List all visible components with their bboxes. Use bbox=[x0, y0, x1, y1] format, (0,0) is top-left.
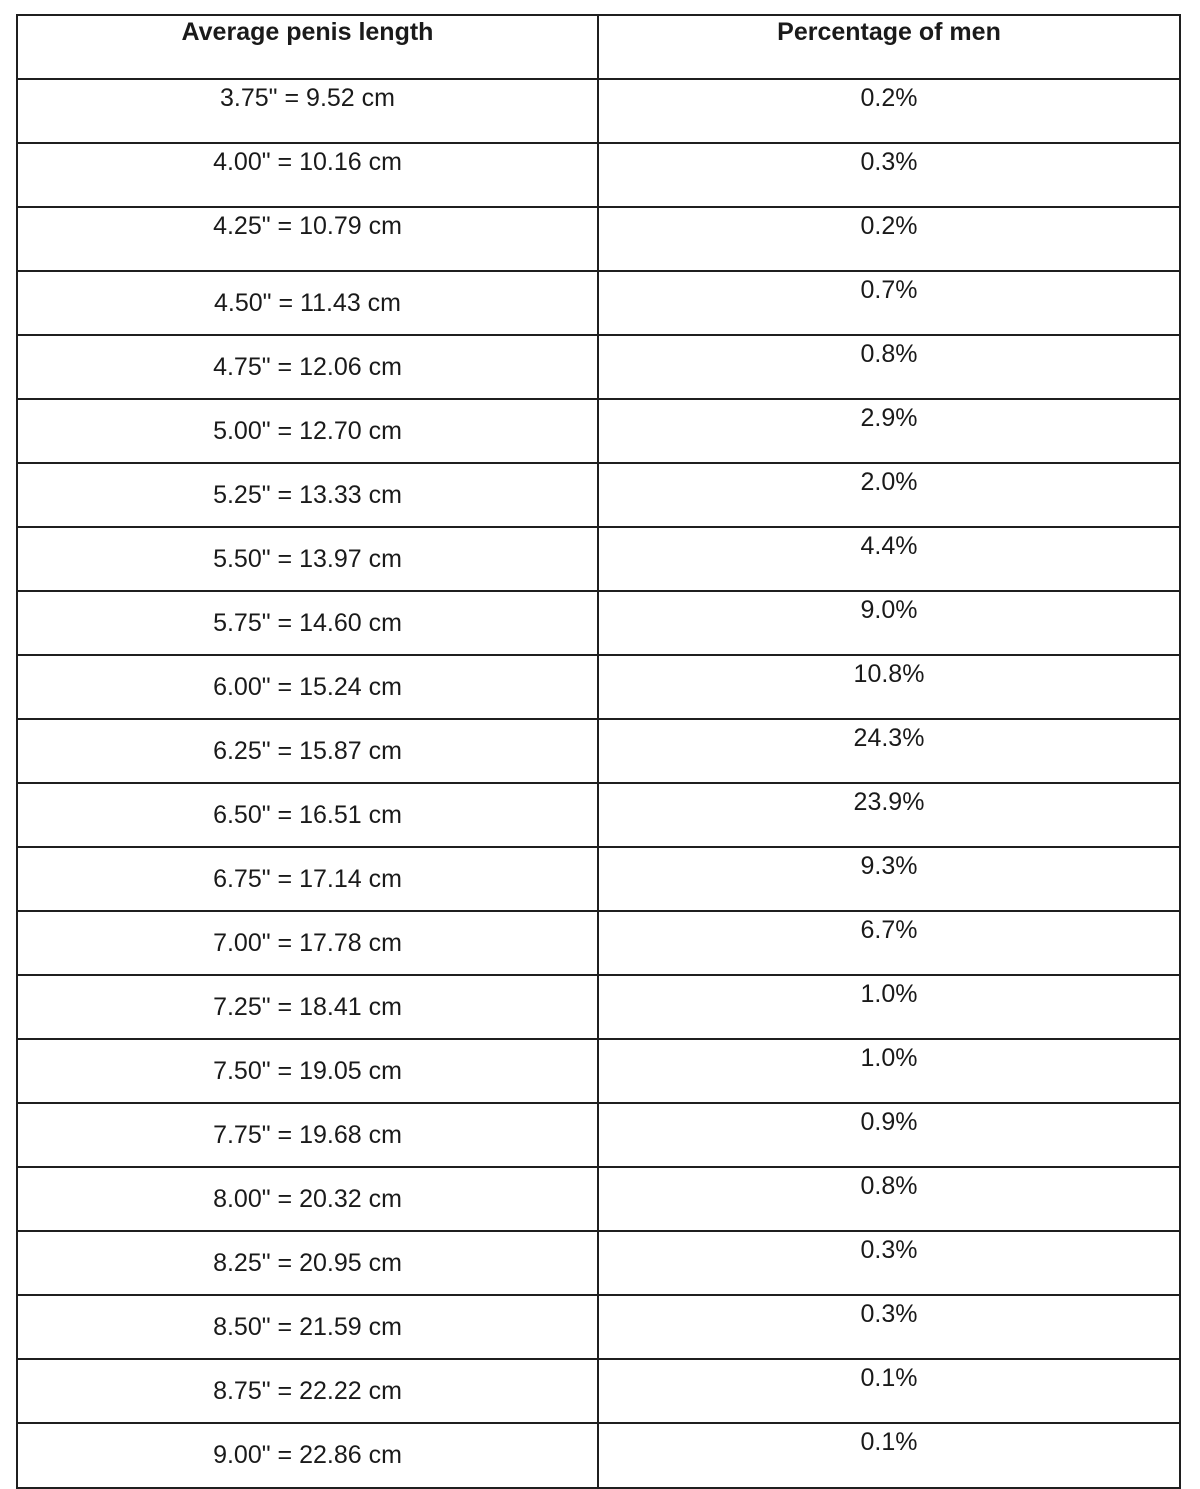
length-cell: 5.00" = 12.70 cm bbox=[17, 399, 598, 463]
length-cell: 8.25" = 20.95 cm bbox=[17, 1231, 598, 1295]
percentage-cell: 0.3% bbox=[598, 1231, 1180, 1295]
percentage-cell: 23.9% bbox=[598, 783, 1180, 847]
table-row bbox=[17, 1167, 1180, 1231]
header-length: Average penis length bbox=[17, 15, 598, 79]
percentage-cell: 0.7% bbox=[598, 271, 1180, 335]
length-cell: 9.00" = 22.86 cm bbox=[17, 1423, 598, 1488]
table-body bbox=[17, 79, 1180, 1488]
percentage-cell: 10.8% bbox=[598, 655, 1180, 719]
table-row bbox=[17, 399, 1180, 463]
length-cell: 7.00" = 17.78 cm bbox=[17, 911, 598, 975]
table-row bbox=[17, 1423, 1180, 1488]
percentage-cell: 4.4% bbox=[598, 527, 1180, 591]
table-row bbox=[17, 271, 1180, 335]
percentage-cell: 24.3% bbox=[598, 719, 1180, 783]
table-row bbox=[17, 719, 1180, 783]
table-row bbox=[17, 783, 1180, 847]
table-row bbox=[17, 975, 1180, 1039]
length-cell: 4.00" = 10.16 cm bbox=[17, 143, 598, 207]
length-cell: 6.50" = 16.51 cm bbox=[17, 783, 598, 847]
length-cell: 4.50" = 11.43 cm bbox=[17, 271, 598, 335]
length-cell: 7.50" = 19.05 cm bbox=[17, 1039, 598, 1103]
percentage-cell: 0.2% bbox=[598, 79, 1180, 143]
table-row bbox=[17, 847, 1180, 911]
table-row bbox=[17, 79, 1180, 143]
length-cell: 3.75" = 9.52 cm bbox=[17, 79, 598, 143]
table-row bbox=[17, 1039, 1180, 1103]
length-cell: 5.75" = 14.60 cm bbox=[17, 591, 598, 655]
percentage-cell: 1.0% bbox=[598, 975, 1180, 1039]
table-row bbox=[17, 1103, 1180, 1167]
length-cell: 6.25" = 15.87 cm bbox=[17, 719, 598, 783]
table-row bbox=[17, 463, 1180, 527]
table-row bbox=[17, 911, 1180, 975]
percentage-cell: 0.1% bbox=[598, 1423, 1180, 1488]
length-cell: 7.25" = 18.41 cm bbox=[17, 975, 598, 1039]
length-cell: 8.50" = 21.59 cm bbox=[17, 1295, 598, 1359]
table-row bbox=[17, 1231, 1180, 1295]
length-cell: 6.75" = 17.14 cm bbox=[17, 847, 598, 911]
length-distribution-table bbox=[16, 14, 1181, 1489]
table-row bbox=[17, 527, 1180, 591]
percentage-cell: 0.8% bbox=[598, 335, 1180, 399]
table-row bbox=[17, 207, 1180, 271]
length-cell: 7.75" = 19.68 cm bbox=[17, 1103, 598, 1167]
length-cell: 8.00" = 20.32 cm bbox=[17, 1167, 598, 1231]
length-cell: 4.75" = 12.06 cm bbox=[17, 335, 598, 399]
table-row bbox=[17, 143, 1180, 207]
length-cell: 5.25" = 13.33 cm bbox=[17, 463, 598, 527]
table-row bbox=[17, 655, 1180, 719]
percentage-cell: 9.0% bbox=[598, 591, 1180, 655]
length-cell: 4.25" = 10.79 cm bbox=[17, 207, 598, 271]
length-cell: 8.75" = 22.22 cm bbox=[17, 1359, 598, 1423]
percentage-cell: 0.3% bbox=[598, 143, 1180, 207]
percentage-cell: 6.7% bbox=[598, 911, 1180, 975]
header-percentage: Percentage of men bbox=[598, 15, 1180, 79]
percentage-cell: 2.9% bbox=[598, 399, 1180, 463]
length-cell: 6.00" = 15.24 cm bbox=[17, 655, 598, 719]
table-row bbox=[17, 1295, 1180, 1359]
percentage-cell: 0.9% bbox=[598, 1103, 1180, 1167]
percentage-cell: 0.1% bbox=[598, 1359, 1180, 1423]
percentage-cell: 2.0% bbox=[598, 463, 1180, 527]
percentage-cell: 0.3% bbox=[598, 1295, 1180, 1359]
table-row bbox=[17, 1359, 1180, 1423]
table-row bbox=[17, 591, 1180, 655]
percentage-cell: 9.3% bbox=[598, 847, 1180, 911]
length-cell: 5.50" = 13.97 cm bbox=[17, 527, 598, 591]
table-row bbox=[17, 335, 1180, 399]
header-row bbox=[17, 15, 1180, 79]
percentage-cell: 0.8% bbox=[598, 1167, 1180, 1231]
percentage-cell: 1.0% bbox=[598, 1039, 1180, 1103]
percentage-cell: 0.2% bbox=[598, 207, 1180, 271]
